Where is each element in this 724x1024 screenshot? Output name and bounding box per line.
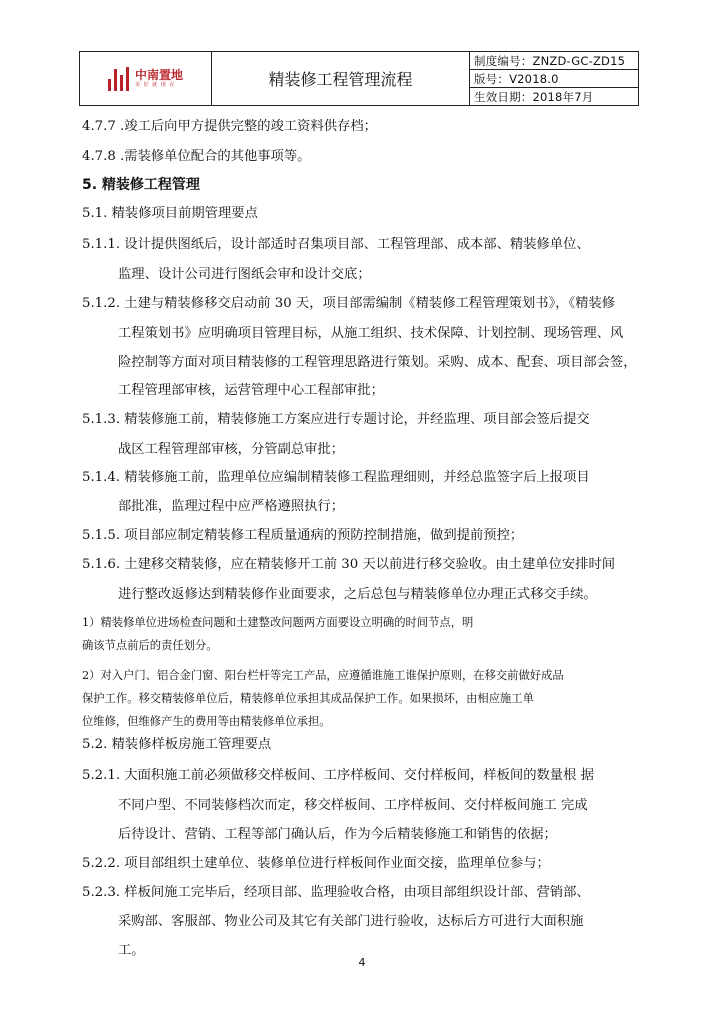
text-line: 不同户型、不同装修档次而定，移交样板间、工序样板间、交付样板间施工 完成 xyxy=(118,798,588,813)
text-line: 监理、设计公司进行图纸会审和设计交底； xyxy=(118,267,371,282)
logo-bars-icon xyxy=(108,67,129,91)
doc-code: 制度编号：ZNZD-GC-ZD15 xyxy=(474,53,626,68)
note-line: 保护工作。移交精装修单位后，精装修单位承担其成品保护工作。如果损坏，由相应施工单 xyxy=(82,692,534,705)
subsection-heading: 5.1. 精装修项目前期管理要点 xyxy=(82,206,258,221)
text-line: 采购部、客服部、物业公司及其它有关部门进行验收，达标后方可进行大面积施 xyxy=(118,914,584,929)
subsection-heading: 5.2. 精装修样板房施工管理要点 xyxy=(82,737,272,752)
page-number: 4 xyxy=(358,956,366,969)
logo-main-text: 中南置地 xyxy=(134,68,183,82)
text-line: 5.1.2. 土建与精装修移交启动前 30 天，项目部需编制《精装修工程管理策划书》，《精装修 xyxy=(82,296,616,311)
note-line: 位维修，但维修产生的费用等由精装修单位承担。 xyxy=(82,715,331,728)
document-meta xyxy=(470,52,638,105)
text-line: 4.7.7 .竣工后向甲方提供完整的竣工资料供存档； xyxy=(82,119,377,134)
text-line: 5.1.1. 设计提供图纸后，设计部适时召集项目部、工程管理部、成本部、精装修单位、 xyxy=(82,237,590,252)
note-line: 1）精装修单位进场检查问题和土建整改问题两方面要设立明确的时间节点，明 xyxy=(82,616,474,629)
company-logo xyxy=(80,52,212,105)
text-line: 工程策划书》应明确项目管理目标，从施工组织、技术保障、计划控制、现场管理、风 xyxy=(118,326,624,341)
doc-effective-date: 生效日期：2018年7月 xyxy=(470,87,638,105)
document-title: 精装修工程管理流程 xyxy=(212,52,470,105)
note-line: 确该节点前后的责任划分。 xyxy=(82,639,218,652)
text-line: 工。 xyxy=(118,943,145,958)
text-line: 5.1.3. 精装修施工前，精装修施工方案应进行专题讨论，并经监理、项目部会签后提交 xyxy=(82,412,590,427)
text-line: 工程管理部审核，运营管理中心工程部审批； xyxy=(118,383,384,398)
note-line: 2）对入户门、铝合金门窗、阳台栏杆等完工产品，应遵循谁施工谁保护原则，在移交前做好成品 xyxy=(82,669,564,682)
section-heading: 5. 精装修工程管理 xyxy=(82,177,200,193)
text-line: 4.7.8 .需装修单位配合的其他事项等。 xyxy=(82,149,311,164)
text-line: 战区工程管理部审核，分管副总审批； xyxy=(118,442,345,457)
text-line: 部批准，监理过程中应严格遵照执行； xyxy=(118,499,345,514)
doc-version: 版号：V2018.0 xyxy=(470,69,638,87)
text-line: 险控制等方面对项目精装修的工程管理思路进行策划。采购、成本、配套、项目部会签， xyxy=(118,355,637,370)
text-line: 进行整改返修达到精装修作业面要求，之后总包与精装修单位办理正式移交手续。 xyxy=(118,587,597,602)
text-line: 5.2.3. 样板间施工完毕后，经项目部、监理验收合格，由项目部组织设计部、营销部、 xyxy=(82,885,590,900)
text-line: 5.1.5. 项目部应制定精装修工程质量通病的预防控制措施，做到提前预控； xyxy=(82,528,524,543)
text-line: 5.1.4. 精装修施工前，监理单位应编制精装修工程监理细则，并经总监签字后上报项目 xyxy=(82,470,590,485)
text-line: 5.1.6. 土建移交精装修，应在精装修开工前 30 天以前进行移交验收。由土建单位安排时间 xyxy=(82,557,616,572)
text-line: 5.2.2. 项目部组织土建单位、装修单位进行样板间作业面交接，监理单位参与； xyxy=(82,856,550,871)
document-header xyxy=(79,51,639,106)
text-line: 5.2.1. 大面积施工前必须做移交样板间、工序样板间、交付样板间，样板间的数量根 据 xyxy=(82,768,594,783)
text-line: 后待设计、营销、工程等部门确认后，作为今后精装修施工和销售的依据； xyxy=(118,827,557,842)
logo-slogan: 美 好 就 现 在 xyxy=(134,82,176,88)
